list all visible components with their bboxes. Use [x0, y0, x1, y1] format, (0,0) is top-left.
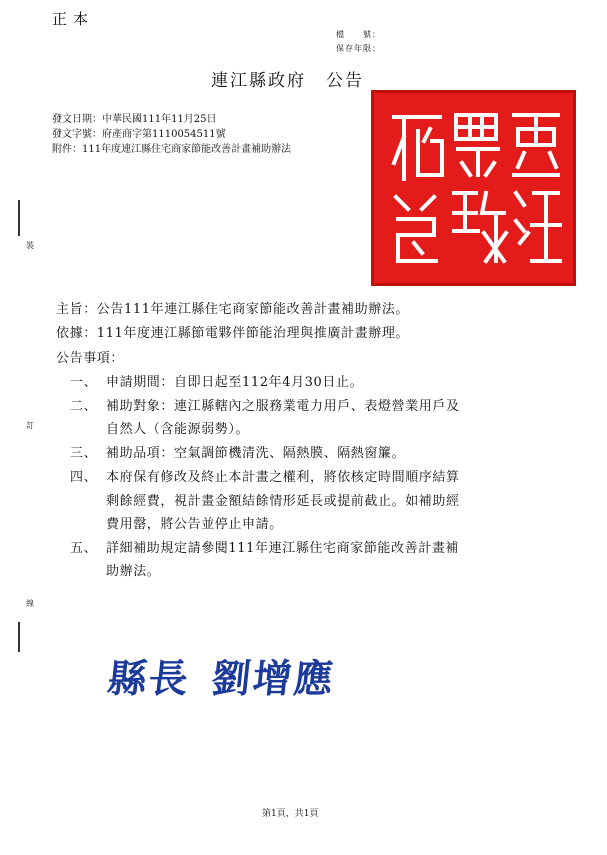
signature-name: 劉增應 [209, 657, 338, 702]
attachment-line: 附件：111年度連江縣住宅商家節能改善計畫補助辦法 [52, 144, 292, 155]
issue-date: 發文日期：中華民國111年11月25日 [52, 114, 217, 125]
document-title [211, 66, 364, 91]
document-type: 公告 [326, 71, 364, 91]
item-number: 四、 [70, 470, 98, 485]
item-line: 申請期間：自即日起至112年4月30日止。 [106, 375, 364, 390]
retention-period-label: 保存年限： [336, 44, 381, 53]
item-line: 助辦法。 [106, 564, 161, 579]
subject-line: 主旨：公告111年連江縣住宅商家節能改善計畫補助辦法。 [56, 302, 410, 317]
item-number: 五、 [70, 541, 98, 556]
binding-char-ding: 訂 [26, 421, 34, 430]
official-seal [371, 90, 576, 286]
item-line: 詳細補助規定請參閱111年連江縣住宅商家節能改善計畫補 [106, 541, 460, 556]
item-number: 三、 [70, 446, 98, 461]
copy-mark: 正本 [52, 10, 95, 28]
binding-char-xian: 線 [26, 599, 34, 608]
item-line: 剩餘經費，視計畫金額結餘情形延長或提前截止。如補助經 [106, 494, 460, 509]
item-line: 本府保有修改及終止本計畫之權利，將依核定時間順序結算 [106, 470, 460, 485]
item-line: 費用罄，將公告並停止申請。 [106, 517, 283, 532]
magistrate-signature [105, 648, 338, 704]
item-number: 二、 [70, 399, 98, 414]
signature-title: 縣長 [105, 657, 193, 702]
archive-number-label: 檔 號： [336, 30, 381, 39]
page-number: 第1頁，共1頁 [262, 809, 319, 819]
binding-line-top [18, 200, 20, 236]
issuing-organization: 連江縣政府 [211, 71, 306, 91]
item-number: 一、 [70, 375, 98, 390]
binding-char-zhuang: 裝 [26, 241, 34, 250]
items-heading: 公告事項： [56, 351, 125, 366]
basis-line: 依據：111年度連江縣節電夥伴節能治理與推廣計畫辦理。 [56, 326, 410, 341]
binding-line-bottom [18, 622, 20, 652]
seal-glyphs [374, 93, 573, 283]
item-line: 自然人（含能源弱勢）。 [106, 422, 250, 437]
item-line: 補助品項：空氣調節機清洗、隔熱膜、隔熱窗簾。 [106, 446, 406, 461]
reference-number: 發文字號：府產商字第1110054511號 [52, 129, 226, 140]
item-line: 補助對象：連江縣轄內之服務業電力用戶、表燈營業用戶及 [106, 399, 460, 414]
